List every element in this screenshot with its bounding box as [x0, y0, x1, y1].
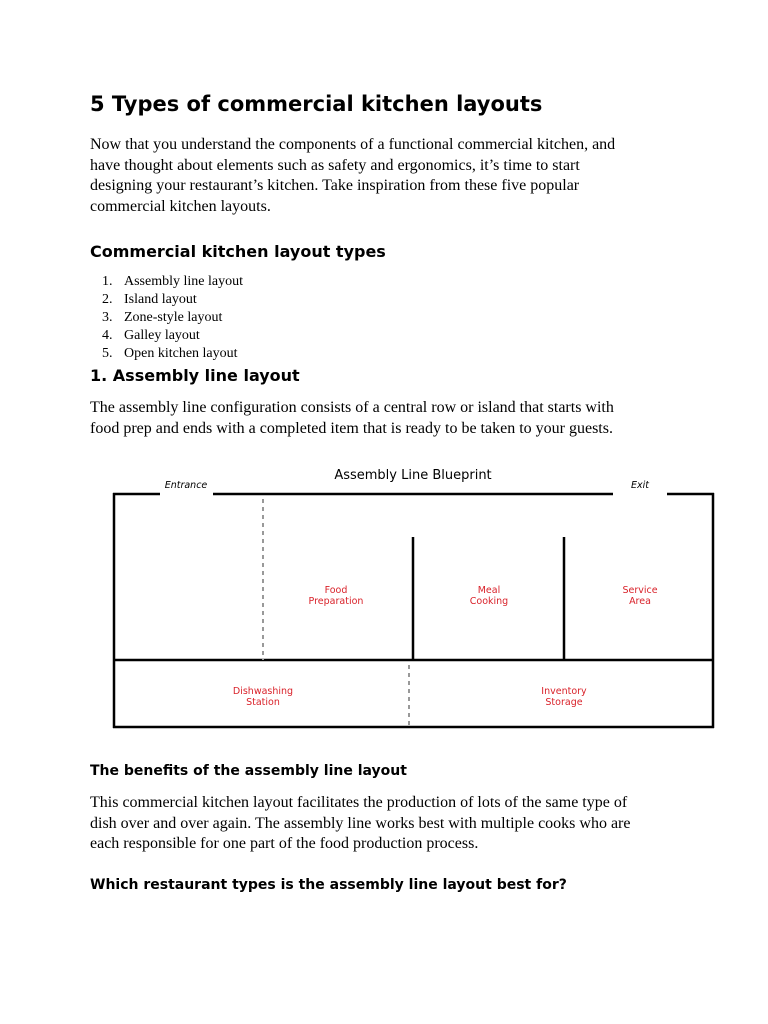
zone-dishwashing-line2: Station: [246, 697, 280, 708]
text-line: designing your restaurant’s kitchen. Take inspiration from these five popular: [90, 177, 580, 194]
list-item: [102, 309, 243, 327]
list-number: 4.: [102, 328, 113, 343]
list-item-label: Zone-style layout: [124, 310, 223, 325]
benefits-paragraph: [90, 793, 690, 855]
zone-dishwashing-line1: Dishwashing: [232, 686, 294, 697]
benefits-heading: The benefits of the assembly line layout: [90, 763, 407, 779]
intro-paragraph: [90, 135, 690, 217]
blueprint-title: Assembly Line Blueprint: [334, 468, 492, 483]
text-line: commercial kitchen layouts.: [90, 197, 271, 215]
zone-food-prep-line1: Food: [324, 585, 348, 596]
list-item: [102, 345, 243, 363]
list-item-label: Open kitchen layout: [124, 346, 238, 361]
list-item: [102, 291, 243, 309]
text-line: Now that you understand the components of a functional commercial kitchen, and: [90, 136, 616, 153]
assembly-line-blueprint: [0, 455, 768, 740]
entrance-label: Entrance: [164, 480, 208, 491]
zone-meal-cooking-line1: Meal: [477, 585, 501, 596]
text-line: This commercial kitchen layout facilitates the production of lots of the same type of: [90, 794, 628, 811]
types-heading: Commercial kitchen layout types: [90, 242, 386, 261]
section1-paragraph: [90, 398, 690, 439]
exit-label: Exit: [631, 480, 649, 491]
text-line: dish over and over again. The assembly line works best with multiple cooks who are: [90, 814, 631, 832]
zone-inventory-line1: Inventory: [541, 686, 587, 697]
list-number: 2.: [102, 292, 113, 307]
text-line: each responsible for one part of the food production process.: [90, 835, 479, 852]
zone-food-prep-line2: Preparation: [308, 596, 364, 607]
text-line: have thought about elements such as safety and ergonomics, it’s time to start: [90, 156, 580, 174]
list-item-label: Galley layout: [124, 328, 200, 343]
list-item-label: Assembly line layout: [124, 274, 243, 289]
layout-types-list: [102, 273, 243, 363]
list-item-label: Island layout: [124, 292, 197, 307]
section1-heading: 1. Assembly line layout: [90, 366, 300, 385]
list-item: [102, 327, 243, 345]
zone-inventory-line2: Storage: [545, 697, 583, 708]
which-heading: Which restaurant types is the assembly line layout best for?: [90, 877, 567, 893]
text-line: The assembly line configuration consists of a central row or island that starts with: [90, 399, 614, 416]
text-line: food prep and ends with a completed item that is ready to be taken to your guests.: [90, 419, 613, 437]
page-title: 5 Types of commercial kitchen layouts: [90, 92, 543, 116]
list-item: [102, 273, 243, 291]
zone-service-area-line1: Service: [622, 585, 658, 596]
list-number: 5.: [102, 346, 113, 361]
list-number: 3.: [102, 310, 113, 325]
zone-service-area-line2: Area: [629, 596, 651, 607]
blueprint-walls: [113, 493, 714, 728]
list-number: 1.: [102, 274, 113, 289]
zone-meal-cooking-line2: Cooking: [469, 596, 509, 607]
